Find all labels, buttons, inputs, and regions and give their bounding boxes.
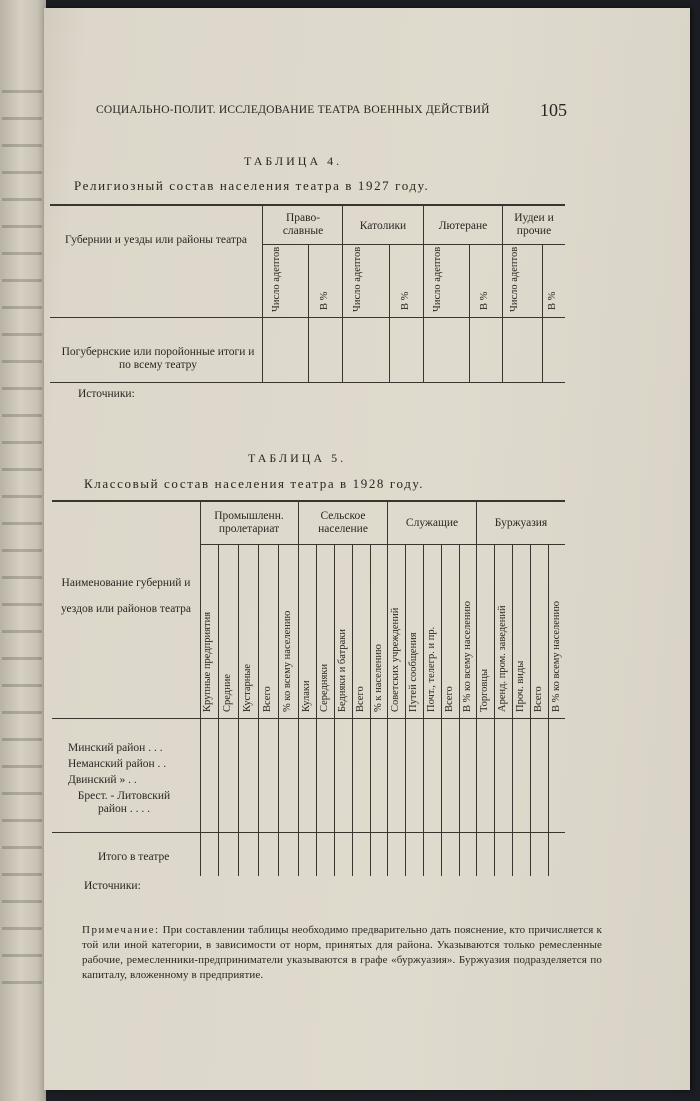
table5-row-brest: Брест. - Литовский район . . . . <box>77 790 171 815</box>
table4-col-catholics: Католики <box>359 220 407 232</box>
t5-sub-total: Всего <box>444 686 455 712</box>
table4-sub-adepts: Число адептов <box>271 246 282 312</box>
table4-col-orthodox: Право-славные <box>282 212 324 237</box>
t5-sub-percent: В % ко всему населению <box>462 600 473 712</box>
t5-sub-kulaks: Кулаки <box>301 680 312 712</box>
t5-sub-total: Всего <box>262 686 273 712</box>
table4-title: Религиозный состав населения театра в 1927 году. <box>74 178 430 193</box>
table5-row-dvina: Двинский » . . <box>68 774 137 786</box>
running-header: СОЦИАЛЬНО-ПОЛИТ. ИССЛЕДОВАНИЕ ТЕАТРА ВОЕННЫХ ДЕЙСТВИЙ <box>96 104 490 116</box>
table5-row-header: Наименование губерний и уездов или районов театра <box>60 577 192 615</box>
t5-sub-traders: Торговцы <box>479 668 490 712</box>
table5-col-bourgeoisie: Буржуазия <box>494 517 548 529</box>
t5-sub-soviet: Советских учреждений <box>390 607 401 712</box>
t5-sub-total: Всего <box>355 686 366 712</box>
t5-sub-medium: Средние <box>222 673 233 712</box>
table4-sub-adepts: Число адептов <box>432 246 443 312</box>
t5-sub-poor: Бедняки и батраки <box>337 628 348 712</box>
t5-sub-percent: % к населению <box>373 644 384 712</box>
page-number: 105 <box>540 100 567 120</box>
table5-total: Итого в театре <box>98 851 170 863</box>
t5-sub-transport: Путей сообщения <box>408 632 419 712</box>
t5-sub-craft: Кустарные <box>242 663 253 712</box>
table5-col-proletariat: Промышленн. пролетариат <box>214 510 284 535</box>
table5-source: Источники: <box>84 880 141 892</box>
table4-col-lutherans: Лютеране <box>438 220 488 232</box>
table4-sub-percent: В % <box>319 291 330 310</box>
table4-source: Источники: <box>78 388 135 400</box>
footnote-label: Примечание: <box>82 924 160 936</box>
t5-sub-leaseholders: Аренд. пром. заведений <box>497 605 508 712</box>
table4-sub-percent: В % <box>547 291 558 310</box>
table4-caption: ТАБЛИЦА 4. <box>244 154 343 168</box>
table5-col-employees: Служащие <box>405 517 459 529</box>
book-page <box>44 8 690 1090</box>
table4-sub-adepts: Число адептов <box>509 246 520 312</box>
t5-sub-large: Крупные предприятия <box>202 611 213 712</box>
table5-col-rural: Сельское население <box>318 510 368 535</box>
t5-sub-post: Почт., телегр. и пр. <box>426 626 437 712</box>
t5-sub-percent: В % ко всему населению <box>551 600 562 712</box>
t5-sub-other: Проч. виды <box>515 660 526 712</box>
table4-row-header: Губернии и уезды или районы театра <box>65 234 247 246</box>
table5-row-minsk: Минский район . . . <box>68 742 163 754</box>
table5-row-neman: Неманский район . . <box>68 758 167 770</box>
table4-row-totals: Погубернские или поройонные итоги и по всему театру <box>61 346 255 371</box>
table4-col-jews-other: Иудеи и прочие <box>514 212 554 237</box>
t5-sub-percent: % ко всему населению <box>282 610 293 712</box>
book-spine-left-page <box>0 0 46 1101</box>
t5-sub-middle: Середняки <box>319 663 330 712</box>
footnote-text: При составлении таблицы необходимо предварительно дать пояснение, кто причисляется к той или иной категории, в зависимости от норм, принятых для района. Указываются только ремесленные рабочие, ремесленники-предприниматели указываются в графе «буржуазия». Буржуазия подразделяется по капиталу, вложенному в предприятие. <box>82 924 602 981</box>
t5-sub-total: Всего <box>533 686 544 712</box>
table5-caption: ТАБЛИЦА 5. <box>248 451 347 465</box>
table5-title: Классовый состав населения театра в 1928 году. <box>84 476 425 491</box>
table4-sub-percent: В % <box>400 291 411 310</box>
footnote <box>82 923 602 983</box>
table4-sub-adepts: Число адептов <box>352 246 363 312</box>
table4-sub-percent: В % <box>479 291 490 310</box>
